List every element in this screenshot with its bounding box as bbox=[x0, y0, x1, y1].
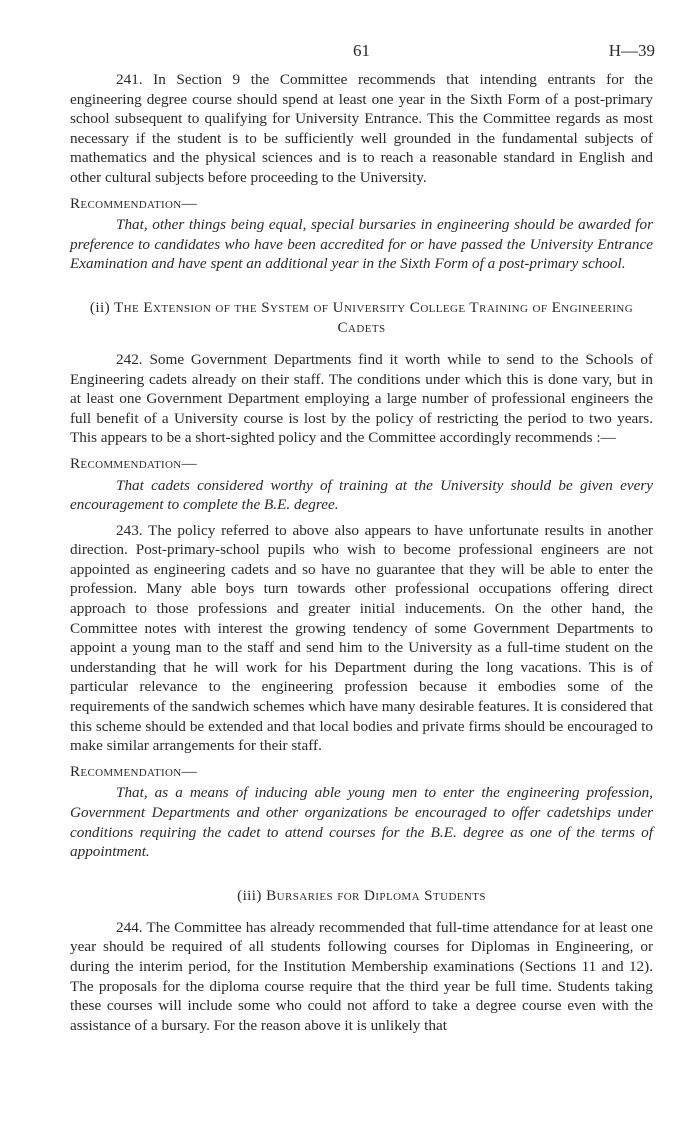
paragraph-244: 244. The Committee has already recommended that full-time attendance for at least one year should be required of all students following courses for Diplomas in Engineering, or during the interim period, for the Institution Membership examinations (Sections 11 and 12). The proposals for the diploma course require that the third year be full time. Students taking these courses will include some who could not afford to take a degree course even with the assistance of a bursary. For the reason above it is unlikely that bbox=[70, 918, 653, 1034]
paragraph-242: 242. Some Government Departments find it worth while to send to the Schools of Engineering cadets already on their staff. The conditions under which this is done vary, but in at least one Government Department employing a large number of professional engineers the full benefit of a University course is lost by the policy of restricting the period to two years. This appears to be a short-sighted policy and the Committee accordingly recommends :— bbox=[70, 350, 653, 447]
paragraph-241: 241. In Section 9 the Committee recommends that intending entrants for the engineering degree course should spend at least one year in the Sixth Form of a post-primary school subsequent to qualifying for University Entrance. This the Committee regards as most necessary if the student is to be sufficiently well grounded in the fundamental subjects of mathematics and the physical sciences and is to reach a reasonable standard in English and other cultural subjects before proceeding to the University. bbox=[70, 71, 653, 186]
page-number: 61 bbox=[353, 41, 370, 60]
document-page bbox=[70, 0, 653, 1145]
running-header bbox=[70, 41, 653, 65]
recommendation-label: Recommendation— bbox=[70, 194, 197, 212]
document-reference: H—39 bbox=[608, 41, 655, 60]
document-body bbox=[70, 70, 653, 1035]
recommendation-text: That cadets considered worthy of training at the University should be given every encouragement to complete the B.E. degree. bbox=[70, 476, 653, 514]
recommendation-label: Recommendation— bbox=[70, 454, 197, 472]
section-title: The Extension of the System of University College Training of Engineering Cadets bbox=[113, 298, 634, 336]
recommendation-text: That, as a means of inducing able young men to enter the engineering profession, Government Departments and other organizations be encouraged to offer cadetships under conditions requiring the cadet to attend courses for the B.E. degree as one of the terms of appointment. bbox=[70, 784, 653, 861]
section-title: Bursaries for Diploma Students bbox=[266, 886, 486, 904]
section-heading-iii bbox=[70, 886, 653, 906]
recommendation-label: Recommendation— bbox=[70, 762, 197, 780]
paragraph-243: 243. The policy referred to above also appears to have unfortunate results in another direction. Post-primary-school pupils who wish to become professional engineers are not appointed as engineering cadets and so have no guarantee that they will be able to enter the profession. Many able boys turn towards other professional occupations offering direct approach to those professions and greater initial inducements. On the other hand, the Committee notes with interest the growing tendency of some Government Departments to appoint a young man to the staff and send him to the University as a full-time student on the understanding that he will work for his Department during the long vacations. This is of particular relevance to the engineering profession because it embodies some of the requirements of the sandwich schemes which have many desirable features. It is considered that this scheme should be extended and that local bodies and private firms should be encouraged to make similar arrangements for their staff. bbox=[70, 521, 653, 755]
section-heading-ii bbox=[70, 298, 653, 338]
section-numeral: (ii) bbox=[89, 298, 111, 316]
recommendation-text: That, other things being equal, special bursaries in engineering should be awarded for preference to candidates who have been accredited for or have passed the University Entrance Examination and have spent an additional year in the Sixth Form of a post-primary school. bbox=[70, 216, 653, 273]
section-numeral: (iii) bbox=[237, 886, 262, 904]
